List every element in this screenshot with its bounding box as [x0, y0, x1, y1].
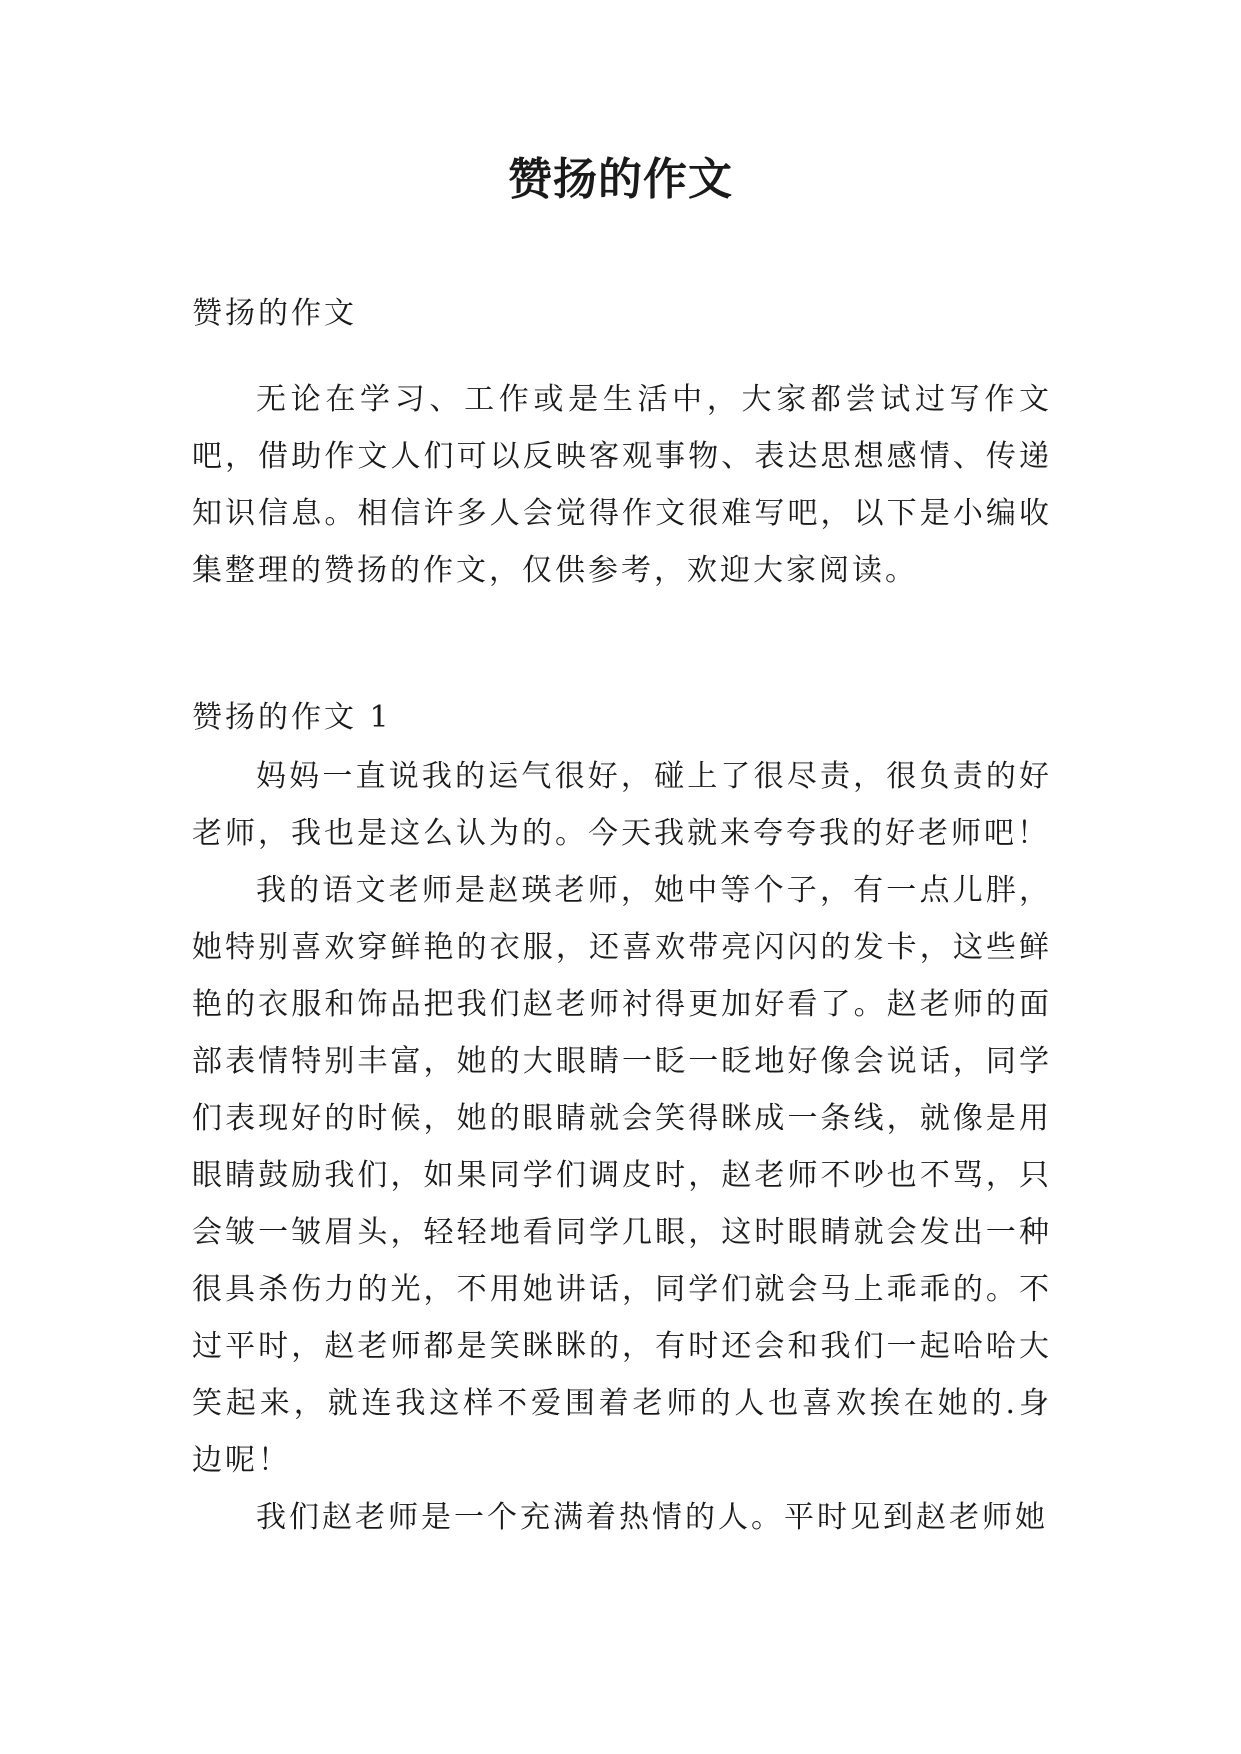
- section-1-paragraph-3: 我们赵老师是一个充满着热情的人。平时见到赵老师她: [256, 1500, 1048, 1535]
- intro-paragraph: 无论在学习、工作或是生活中，大家都尝试过写作文吧，借助作文人们可以反映客观事物、表达思想感情、传递知识信息。相信许多人会觉得作文很难写吧，以下是小编收集整理的赞扬的作文，仅供参考，欢迎大家阅读。: [192, 382, 1052, 588]
- document-title: 赞扬的作文: [508, 154, 733, 205]
- section-1-paragraph-2: 我的语文老师是赵瑛老师，她中等个子，有一点儿胖，她特别喜欢穿鲜艳的衣服，还喜欢带亮闪闪的发卡，这些鲜艳的衣服和饰品把我们赵老师衬得更加好看了。赵老师的面部表情特别丰富，她的大眼睛一眨一眨地好像会说话，同学们表现好的时候，她的眼睛就会笑得眯成一条线，就像是用眼睛鼓励我们，如果同学们调皮时，赵老师不吵也不骂，只会皱一皱眉头，轻轻地看同学几眼，这时眼睛就会发出一种很具杀伤力的光，不用她讲话，同学们就会马上乖乖的。不过平时，赵老师都是笑眯眯的，有时还会和我们一起哈哈大笑起来，就连我这样不爱围着老师的人也喜欢挨在她的.身边呢！: [192, 873, 1052, 1478]
- section-heading-1: 赞扬的作文 1: [192, 700, 392, 735]
- document-subtitle: 赞扬的作文: [192, 296, 357, 331]
- section-1-paragraph-1: 妈妈一直说我的运气很好，碰上了很尽责，很负责的好老师，我也是这么认为的。今天我就来夸夸我的好老师吧！: [192, 759, 1052, 851]
